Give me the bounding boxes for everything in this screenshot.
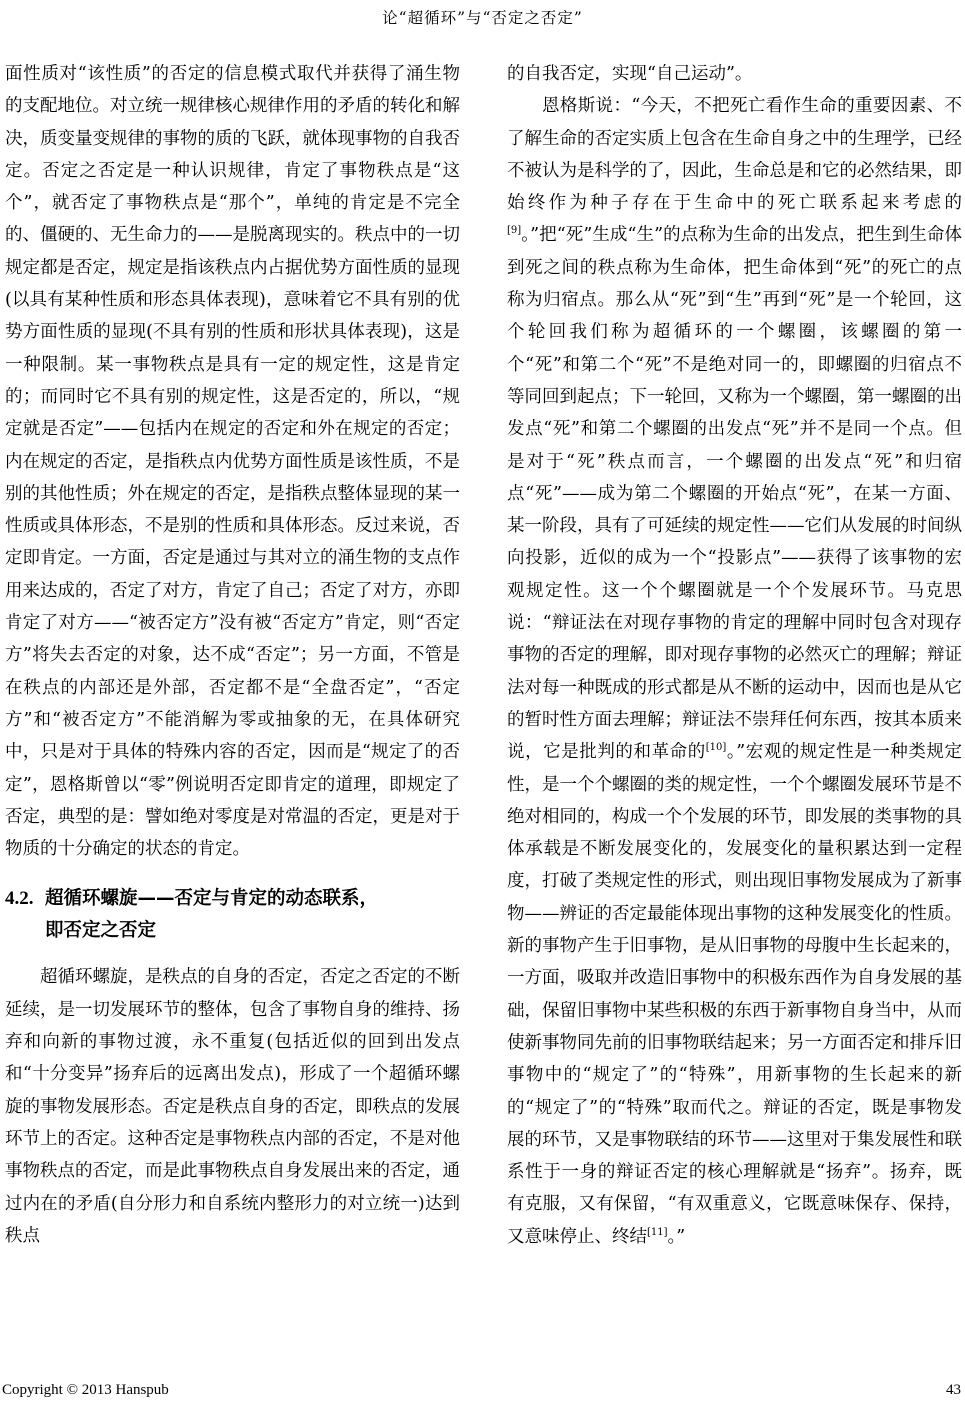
running-header: 论“超循环”与“否定之否定” — [382, 9, 583, 27]
body-paragraph: 的自我否定，实现“自己运动”。 — [507, 64, 753, 84]
section-title-line: 超循环螺旋——否定与肯定的动态联系， — [45, 888, 379, 910]
citation-ref: [10] — [705, 742, 727, 754]
page-number: 43 — [946, 1382, 961, 1398]
text-run: 。”宏观的规定性是一种类规定性，是一个个螺圈的类的规定性，一个个螺圈发展环节是不绝对相同的，构成一个个发展的环节，即发展的类事物的具体承载是不断发展变化的，发展变化的量积累达到一定程度，打破了类规定性的形式，则出现旧事物发展成为了新事物——辨证的否定最能体现出事物的这种发展变化的性质。新的事物产生于旧事物，是从旧事物的母腹中生长起来的，一方面，吸取并改造旧事物中的积极东西作为自身发展的基础，保留旧事物中某些积极的东西于新事物自身当中，从而使新事物同先前的旧事物联结起来；另一方面否定和排斥旧事物中的“规定了”的“特殊”，用新事物的生长起来的新的“规定了”的“特殊”取而代之。辩证的否定，既是事物发展的环节，又是事物联结的环节——这里对于集发展性和联系性于一身的辩证否定的核心理解就是“扬弃”。扬弃，既有克服，又有保留，“有双重意义，它既意味保存、保持，又意味停止、终结 — [507, 742, 962, 1247]
text-run: 。”把“死”生成“生”的点称为生命的出发点，把生到生命体到死之间的秩点称为生命体，把生命体到“死”的死亡的点称为归宿点。那么从“死”到“生”再到“死”是一个轮回，这个轮回我们称为超循环的一个螺圈，该螺圈的第一个“死”和第二个“死”不是绝对同一的，即螺圈的归宿点不等同回到起点；下一轮回，又称为一个螺圈，第一螺圈的出发点“死”和第二个螺圈的出发点“死”并不是同一个点。但是对于“死”秩点而言，一个螺圈的出发点“死”和归宿点“死”——成为第二个螺圈的开始点“死”，在某一方面、某一阶段，具有了可延续的规定性——它们从发展的时间纵向投影，近似的成为一个“投影点”——获得了该事物的宏观规定性。这一个个螺圈就是一个个发展环节。马克思说：“辩证法在对现存事物的肯定的理解中同时包含对现存事物的否定的理解，即对现存事物的必然灭亡的理解；辩证法对每一种既成的形式都是从不断的运动中，因而也是从它的暂时性方面去理解；辩证法不崇拜任何东西，按其本质来说，它是批判的和革命的 — [507, 225, 962, 763]
text-run: 。” — [667, 1226, 686, 1247]
body-paragraph: 面性质对“该性质”的否定的信息模式取代并获得了涌生物的支配地位。对立统一规律核心规律作用的矛盾的转化和解决，质变量变规律的事物的质的飞跃，就体现事物的自我否定。否定之否定是一种认识规律，肯定了事物秩点是“这个”，就否定了事物秩点是“那个”，单纯的肯定是不完全的、僵硬的、无生命力的——是脱离现实的。秩点中的一切规定都是否定，规定是指该秩点内占据优势方面性质的显现(以具有某种性质和形态具体表现)，意味着它不具有别的优势方面性质的显现(不具有别的性质和形状具体表现)，这是一种限制。某一事物秩点是具有一定的规定性，这是肯定的；而同时它不具有别的规定性，这是否定的，所以，“规定就是否定”——包括内在规定的否定和外在规定的否定；内在规定的否定，是指秩点内优势方面性质是该性质，不是别的其他性质；外在规定的否定，是指秩点整体显现的某一性质或具体形态，不是别的性质和具体形态。反过来说，否定即肯定。一方面，否定是通过与其对立的涌生物的支点作用来达成的，否定了对方，肯定了自己；否定了对方，亦即肯定了对方——“被否定方”没有被“否定方”肯定，则“否定方”将失去否定的对象，达不成“否定”；另一方面，不管是在秩点的内部还是外部，否定都不是“全盘否定”，“否定方”和“被否定方”不能消解为零或抽象的无，在具体研究中，只是对于具体的特殊内容的否定，因而是“规定了的否定”，恩格斯曾以“零”例说明否定即肯定的道理，即规定了否定，典型的是：譬如绝对零度是对常温的否定，更是对于物质的十分确定的状态的肯定。 — [5, 64, 460, 860]
section-title-line: 即否定之否定 — [45, 920, 157, 942]
text-run: 恩格斯说：“今天，不把死亡看作生命的重要因素、不了解生命的否定实质上包含在生命自身之中的生理学，已经不被认为是科学的了，因此，生命总是和它的必然结果，即始终作为种子存在于生命中的死亡联系起来考虑的 — [507, 96, 962, 214]
section-title — [45, 883, 460, 947]
body-paragraph — [507, 90, 962, 1253]
citation-ref: [11] — [647, 1226, 668, 1238]
body-paragraph: 超循环螺旋，是秩点的自身的否定，否定之否定的不断延续，是一切发展环节的整体，包含了事物自身的维持、扬弃和向新的事物过渡，永不重复(包括近似的回到出发点和“十分变异”扬弃后的远离出发点)，形成了一个超循环螺旋的事物发展形态。否定是秩点自身的否定，即秩点的发展环节上的否定。这种否定是事物秩点内部的否定，不是对他事物秩点的否定，而是此事物秩点自身发展出来的否定，通过内在的矛盾(自分形力和自系统内整形力的对立统一)达到秩点 — [5, 967, 460, 1246]
right-column — [507, 58, 962, 1253]
citation-ref: [9] — [507, 225, 522, 237]
left-column — [5, 58, 460, 1252]
section-heading — [5, 883, 460, 947]
copyright-notice: Copyright © 2013 Hanspub — [2, 1382, 169, 1398]
section-number: 4.2. — [5, 888, 34, 910]
